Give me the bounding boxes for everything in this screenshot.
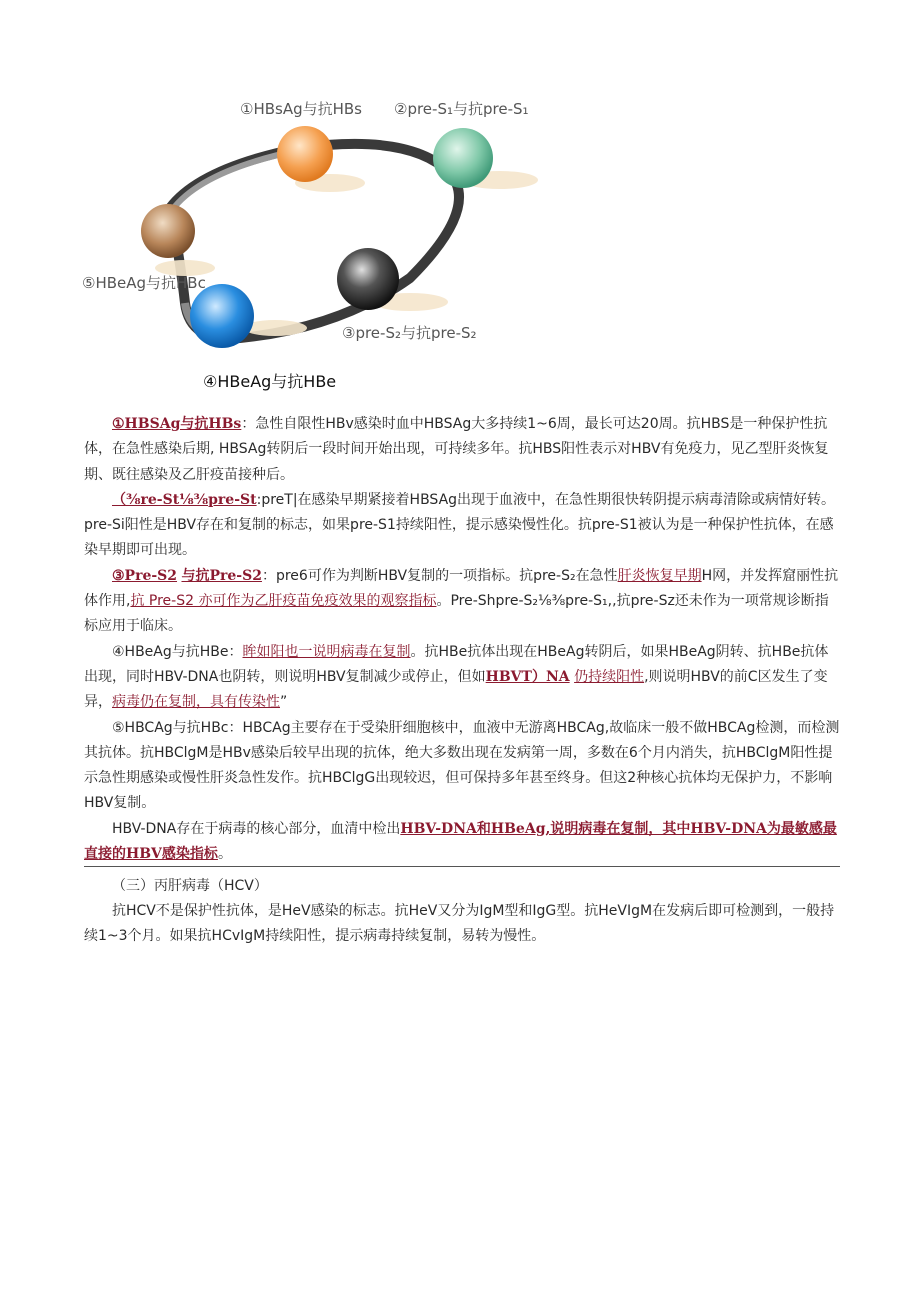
heading-pre-s2: ③Pre-S2 xyxy=(112,567,178,584)
pre-s2-text-1: ：pre6可作为判断HBV复制的一项指标。抗pre-S₂在急性 xyxy=(261,567,618,584)
paragraph-hbsag-text: ：急性自限性HBv感染时血中HBSAg大多持续1~6周，最长可达20周。抗HBS是一种保护性抗体，在急性感染后期, HBSAg转阴后一段时间开始出现，可持续多年。抗HBS阳性表示对HBV有免疫力，见乙型肝炎恢复期、既往感染及乙肝疫苗接种后。 xyxy=(84,416,829,483)
paragraph-hbsag xyxy=(84,412,840,488)
hbeag-highlight-2: HBVT）NA xyxy=(485,668,570,685)
hbeag-text-1: ④HBeAg与抗HBe： xyxy=(112,643,243,660)
heading-pre-s1: （⅜re-St⅛⅜pre-St xyxy=(112,491,257,508)
label-hbeag-hbc: ⑤HBeAg与抗HBc xyxy=(82,274,206,292)
pre-s2-text-3: 。Pre-Shpre-S₂⅛⅜pre-S₁,,抗pre-Sz还未作为一项常规诊断指标应用于临床。 xyxy=(84,593,829,635)
hbv-dna-highlight: HBV-DNA和HBeAg,说明病毒在复制，其中HBV-DNA为最敏感最直接的HBV感染指标 xyxy=(84,820,837,863)
paragraph-hcv xyxy=(84,899,840,950)
heading-pre-s2-b: 与抗Pre-S2 xyxy=(181,567,262,584)
hbcag-text: ⑤HBCAg与抗HBc：HBCAg主要存在于受染肝细胞核中，血液中无游离HBCAg,故临床一般不做HBCAg检测，而检测其抗体。抗HBClgM是HBv感染后较早出现的抗体，绝大多数出现在发病第一周，多数在6个月内消失，抗HBClgM阳性提示急性期感染或慢性肝炎急性发作。抗HBClgG出现较迟，但可保持多年甚至终身。但这2种核心抗体均无保护力，不影响HBV复制。 xyxy=(84,719,840,812)
sphere-green xyxy=(433,128,493,188)
paragraph-hbeag xyxy=(84,640,840,716)
pre-s2-text-2: H网，并发挥窟丽性抗体作用, xyxy=(84,567,839,610)
figure-caption: ④HBeAg与抗HBe xyxy=(203,372,337,391)
section-heading-hcv: （三）丙肝病毒（HCV） xyxy=(112,878,268,894)
label-hbsag: ①HBsAg与抗HBs xyxy=(240,100,362,118)
paragraph-pre-s1 xyxy=(84,488,840,564)
hbv-markers-text xyxy=(84,412,840,867)
label-pre-s2: ③pre-S₂与抗pre-S₂ xyxy=(342,324,477,342)
hbv-dna-text-1: HBV-DNA存在于病毒的核心部分，血清中检出 xyxy=(112,820,401,837)
paragraph-pre-s1-text: :preT|在感染早期紧接着HBSAg出现于血液中，在急性期很快转阴提示病毒清除或病情好转。pre-Si阳性是HBV存在和复制的标志，如果pre-S1持续阳性，提示感染慢性化。抗pre-S1被认为是一种保护性抗体，在感染早期即可出现。 xyxy=(84,491,836,559)
sphere-brown xyxy=(141,204,195,258)
sphere-blue xyxy=(190,284,254,348)
heading-hbsag: ①HBSAg与抗HBs xyxy=(112,416,242,432)
hbeag-text-4: ” xyxy=(280,694,288,711)
hcv-text xyxy=(84,899,840,950)
hbeag-text-3: ,则说明HBV的前C区发生了变异， xyxy=(84,668,828,711)
antigen-antibody-diagram xyxy=(80,88,580,356)
section-divider xyxy=(84,866,840,867)
sphere-black xyxy=(337,248,399,310)
pre-s2-highlight-1: 肝炎恢复早期 xyxy=(617,567,702,584)
label-pre-s1: ②pre-S₁与抗pre-S₁ xyxy=(394,100,529,118)
hbeag-text-2: 。抗HBe抗体出现在HBeAg转阴后，如果HBeAg阴转、抗HBe抗体出现，同时HBV-DNA也阴转，则说明HBV复制减少或停止，但如 xyxy=(84,643,829,685)
paragraph-hbv-dna xyxy=(84,817,840,868)
paragraph-pre-s2 xyxy=(84,564,840,640)
hbeag-highlight-1: 眸如阳也一说明病毒在复制 xyxy=(242,643,411,660)
hbv-dna-text-2: 。 xyxy=(217,846,232,863)
hbeag-highlight-3: 仍持续阳性 xyxy=(574,668,645,685)
sphere-orange xyxy=(277,126,333,182)
hcv-text-body: 抗HCV不是保护性抗体，是HeV感染的标志。抗HeV又分为IgM型和IgG型。抗HeVIgM在发病后即可检测到，一般持续1~3个月。如果抗HCvIgM持续阳性，提示病毒持续复制，易转为慢性。 xyxy=(84,903,835,945)
hbeag-highlight-4: 病毒仍在复制，具有传染性 xyxy=(112,694,280,711)
paragraph-hbcag xyxy=(84,716,840,817)
pre-s2-highlight-2: 抗 Pre-S2 亦可作为乙肝疫苗免疫效果的观察指标 xyxy=(130,593,437,610)
